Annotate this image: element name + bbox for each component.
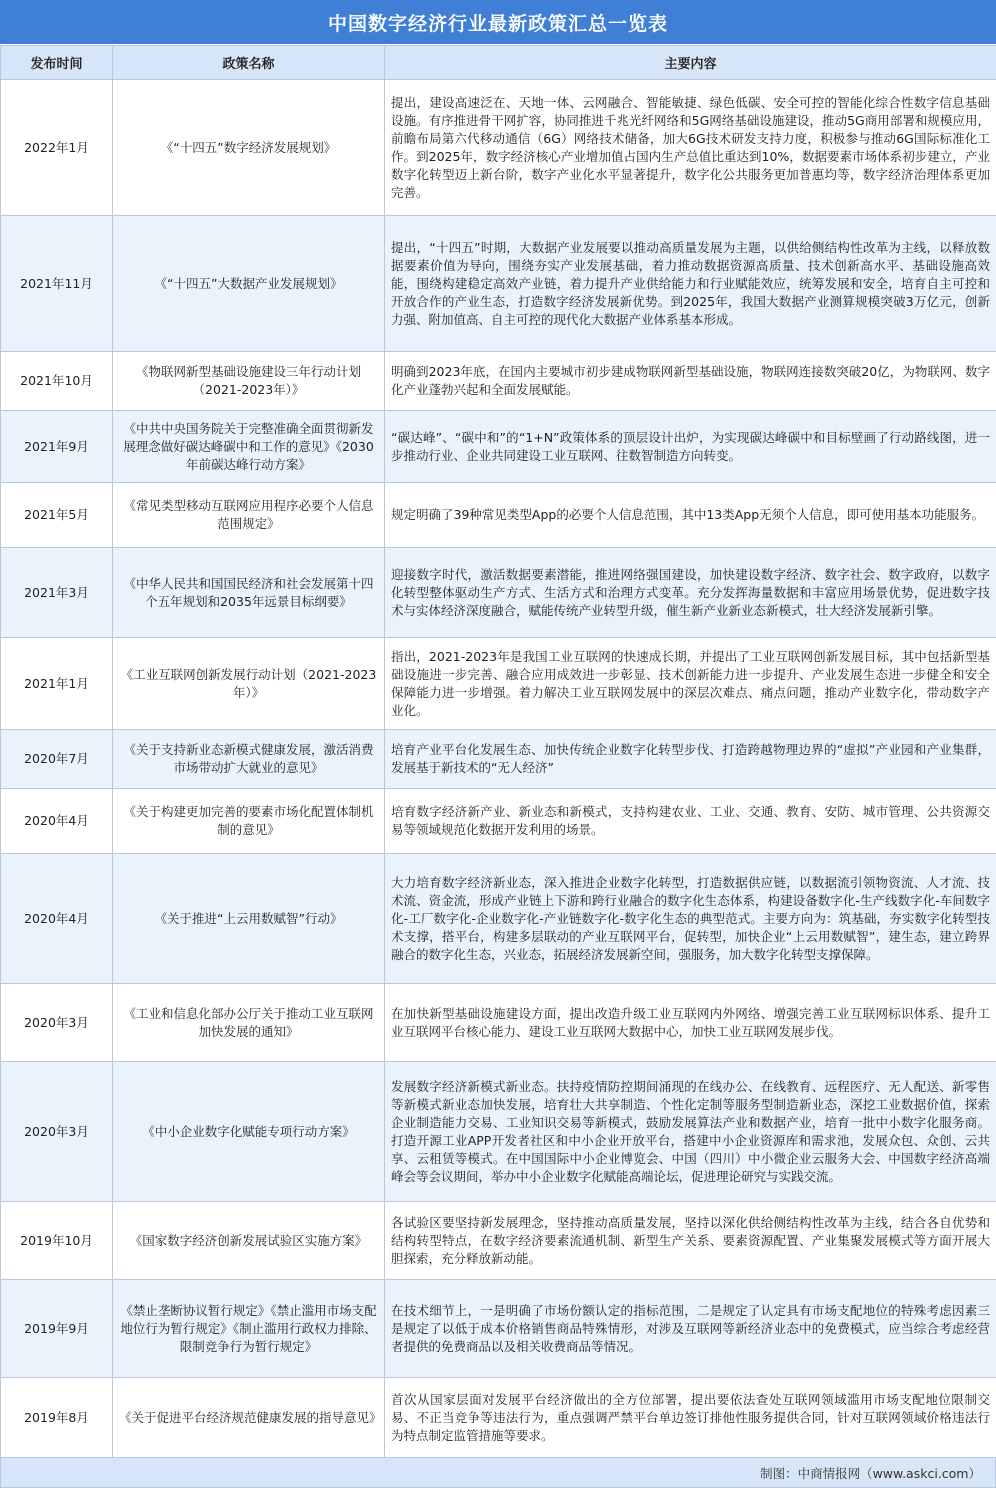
table-header-row (1, 46, 996, 80)
row-content: 指出，2021-2023年是我国工业互联网的快速成长期，并提出了工业互联网创新发展目标，其中包括新型基础设施进一步完善、融合应用成效进一步彰显、技术创新能力进一步提升、产业发展生态进一步健全和安全保障能力进一步增强。着力解决工业互联网发展中的深层次难点、痛点问题，推动产业数字化，带动数字产业化。 (385, 638, 996, 730)
row-name: 《常见类型移动互联网应用程序必要个人信息范围规定》 (113, 483, 385, 548)
row-content: 提出，建设高速泛在、天地一体、云网融合、智能敏捷、绿色低碳、安全可控的智能化综合性数字信息基础设施。有序推进骨干网扩容，协同推进千兆光纤网络和5G网络基础设施建设，推动5G商用部署和规模应用，前瞻布局第六代移动通信（6G）网络技术储备，加大6G技术研发支持力度，积极参与推动6G国际标准化工作。到2025年，数字经济核心产业增加值占国内生产总值比重达到10%，数据要素市场体系初步建立，产业数字化转型迈上新台阶，数字产业化水平显著提升，数字化公共服务更加普惠均等，数字经济治理体系更加完善。 (385, 80, 996, 216)
row-content: 提出，“十四五”时期，大数据产业发展要以推动高质量发展为主题，以供给侧结构性改革为主线，以释放数据要素价值为导向，围绕夯实产业发展基础，着力推动数据资源高质量、技术创新高水平、基础设施高效能，围绕构建稳定高效产业链，着力提升产业供给能力和行业赋能效应，统筹发展和安全，培育自主可控和开放合作的产业生态，打造数字经济发展新优势。到2025年，我国大数据产业测算规模突破3万亿元，创新力强、附加值高、自主可控的现代化大数据产业体系基本形成。 (385, 216, 996, 352)
table-row (1, 548, 996, 638)
row-name: 《关于支持新业态新模式健康发展，激活消费市场带动扩大就业的意见》 (113, 730, 385, 789)
row-date: 2021年9月 (1, 411, 113, 483)
row-date: 2020年4月 (1, 789, 113, 854)
row-date: 2021年5月 (1, 483, 113, 548)
row-name: 《中共中央国务院关于完整准确全面贯彻新发展理念做好碳达峰碳中和工作的意见》《2030年前碳达峰行动方案》 (113, 411, 385, 483)
table-row (1, 854, 996, 984)
row-date: 2020年3月 (1, 984, 113, 1062)
row-name: 《关于构建更加完善的要素市场化配置体制机制的意见》 (113, 789, 385, 854)
row-date: 2020年3月 (1, 1062, 113, 1202)
table-row (1, 789, 996, 854)
table-row (1, 352, 996, 411)
row-content: 各试验区要坚持新发展理念，坚持推动高质量发展，坚持以深化供给侧结构性改革为主线，结合各自优势和结构转型特点，在数字经济要素流通机制、新型生产关系、要素资源配置、产业集聚发展模式等方面开展大胆探索，充分释放新动能。 (385, 1202, 996, 1280)
row-date: 2021年11月 (1, 216, 113, 352)
row-date: 2020年7月 (1, 730, 113, 789)
row-name: 《关于促进平台经济规范健康发展的指导意见》 (113, 1378, 385, 1458)
policy-table (0, 45, 996, 1458)
table-row (1, 411, 996, 483)
header-content: 主要内容 (385, 46, 996, 80)
row-content: 培育数字经济新产业、新业态和新模式，支持构建农业、工业、交通、教育、安防、城市管理、公共资源交易等领域规范化数据开发利用的场景。 (385, 789, 996, 854)
row-content: 首次从国家层面对发展平台经济做出的全方位部署，提出要依法查处互联网领域滥用市场支配地位限制交易、不正当竞争等违法行为，重点强调严禁平台单边签订排他性服务提供合同，针对互联网领域价格违法行为特点制定监管措施等要求。 (385, 1378, 996, 1458)
table-row (1, 1280, 996, 1378)
row-content: 大力培育数字经济新业态，深入推进企业数字化转型，打造数据供应链，以数据流引领物资流、人才流、技术流、资金流，形成产业链上下游和跨行业融合的数字化生态体系，构建设备数字化-生产线数字化-车间数字化-工厂数字化-企业数字化-产业链数字化-数字化生态的典型范式。主要方向为：筑基础，夯实数字化转型技术支撑，搭平台，构建多层联动的产业互联网平台，促转型，加快企业“上云用数赋智”，建生态，建立跨界融合的数字化生态，兴业态，拓展经济发展新空间，强服务，加大数字化转型支撑保障。 (385, 854, 996, 984)
table-row (1, 638, 996, 730)
source-footer: 制图：中商情报网（www.askci.com） (0, 1458, 996, 1488)
table-row (1, 1202, 996, 1280)
row-date: 2022年1月 (1, 80, 113, 216)
table-title: 中国数字经济行业最新政策汇总一览表 (0, 0, 996, 45)
row-date: 2020年4月 (1, 854, 113, 984)
row-content: 规定明确了39种常见类型App的必要个人信息范围，其中13类App无须个人信息，即可使用基本功能服务。 (385, 483, 996, 548)
row-date: 2019年9月 (1, 1280, 113, 1378)
table-row (1, 730, 996, 789)
row-content: 迎接数字时代，激活数据要素潜能，推进网络强国建设，加快建设数字经济、数字社会、数字政府，以数字化转型整体驱动生产方式、生活方式和治理方式变革。充分发挥海量数据和丰富应用场景优势，促进数字技术与实体经济深度融合，赋能传统产业转型升级，催生新产业新业态新模式，壮大经济发展新引擎。 (385, 548, 996, 638)
row-name: 《中华人民共和国国民经济和社会发展第十四个五年规划和2035年远景目标纲要》 (113, 548, 385, 638)
table-row (1, 216, 996, 352)
row-content: 在技术细节上，一是明确了市场份额认定的指标范围，二是规定了认定具有市场支配地位的特殊考虑因素三是规定了以低于成本价格销售商品特殊情形，对涉及互联网等新经济业态中的免费模式，应当综合考虑经营者提供的免费商品以及相关收费商品等情况。 (385, 1280, 996, 1378)
row-date: 2021年10月 (1, 352, 113, 411)
header-name: 政策名称 (113, 46, 385, 80)
row-name: 《“十四五”大数据产业发展规划》 (113, 216, 385, 352)
row-content: 在加快新型基础设施建设方面，提出改造升级工业互联网内外网络、增强完善工业互联网标识体系、提升工业互联网平台核心能力、建设工业互联网大数据中心，加快工业互联网发展步伐。 (385, 984, 996, 1062)
row-date: 2021年1月 (1, 638, 113, 730)
table-row (1, 483, 996, 548)
row-name: 《禁止垄断协议暂行规定》《禁止滥用市场支配地位行为暂行规定》《制止滥用行政权力排除、限制竞争行为暂行规定》 (113, 1280, 385, 1378)
header-date: 发布时间 (1, 46, 113, 80)
row-name: 《中小企业数字化赋能专项行动方案》 (113, 1062, 385, 1202)
row-content: 明确到2023年底，在国内主要城市初步建成物联网新型基础设施，物联网连接数突破20亿，为物联网、数字化产业蓬勃兴起和全面发展赋能。 (385, 352, 996, 411)
row-name: 《国家数字经济创新发展试验区实施方案》 (113, 1202, 385, 1280)
row-name: 《物联网新型基础设施建设三年行动计划（2021-2023年）》 (113, 352, 385, 411)
row-date: 2021年3月 (1, 548, 113, 638)
row-name: 《关于推进“上云用数赋智”行动》 (113, 854, 385, 984)
row-content: 培育产业平台化发展生态、加快传统企业数字化转型步伐、打造跨越物理边界的“虚拟”产业园和产业集群，发展基于新技术的“无人经济” (385, 730, 996, 789)
row-name: 《工业互联网创新发展行动计划（2021-2023年）》 (113, 638, 385, 730)
table-row (1, 984, 996, 1062)
row-name: 《工业和信息化部办公厅关于推动工业互联网加快发展的通知》 (113, 984, 385, 1062)
row-content: 发展数字经济新模式新业态。扶持疫情防控期间涌现的在线办公、在线教育、远程医疗、无人配送、新零售等新模式新业态加快发展，培育壮大共享制造、个性化定制等服务型制造新业态，深挖工业数据价值，探索企业制造能力交易、工业知识交易等新模式，鼓励发展算法产业和数据产业，培育一批中小数字化服务商。打造开源工业APP开发者社区和中小企业开放平台，搭建中小企业资源库和需求池，发展众包、众创、云共享、云租赁等模式。在中国国际中小企业博览会、中国（四川）中小微企业云服务大会、中国数字经济高端峰会等会议期间，举办中小企业数字化赋能高端论坛，促进理论研究与实践交流。 (385, 1062, 996, 1202)
table-row (1, 1062, 996, 1202)
row-name: 《“十四五”数字经济发展规划》 (113, 80, 385, 216)
row-date: 2019年8月 (1, 1378, 113, 1458)
row-content: “碳达峰”、“碳中和”的“1+N”政策体系的顶层设计出炉，为实现碳达峰碳中和目标壁画了行动路线图，进一步推动行业、企业共同建设工业互联网、往数智制造方向转变。 (385, 411, 996, 483)
table-row (1, 80, 996, 216)
table-row (1, 1378, 996, 1458)
row-date: 2019年10月 (1, 1202, 113, 1280)
